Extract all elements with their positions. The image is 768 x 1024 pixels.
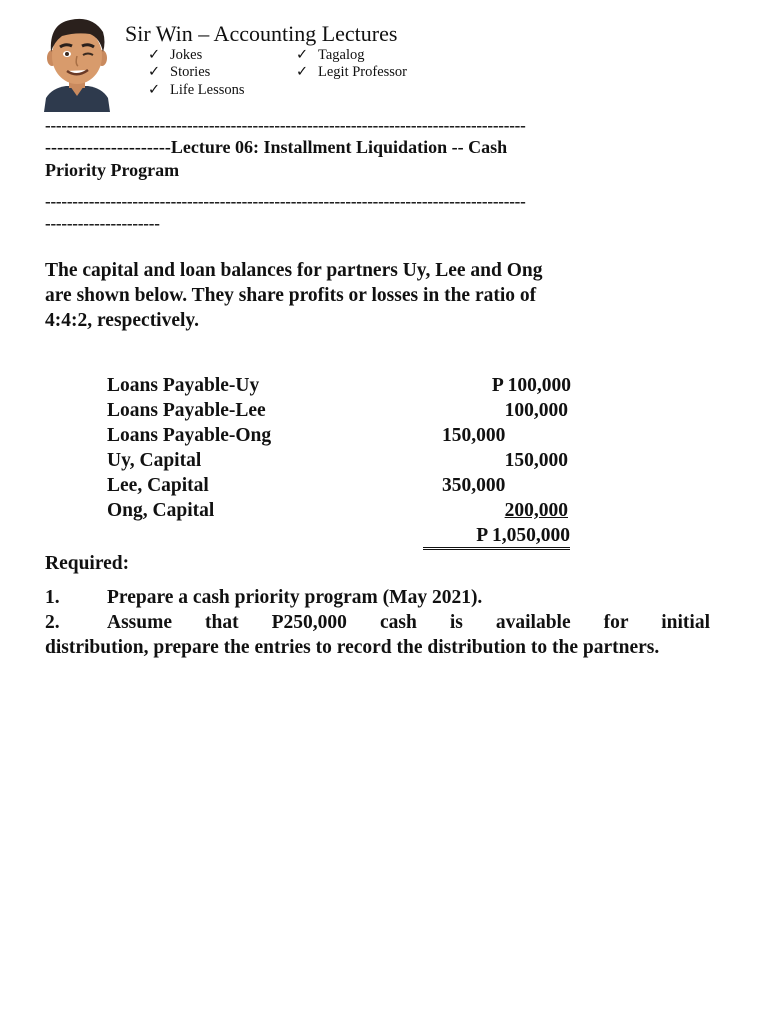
lecture-title-line2: Priority Program — [45, 160, 180, 180]
checklist-item: ✓ Life Lessons — [148, 82, 245, 98]
balance-amount: 200,000 — [504, 500, 568, 521]
balance-label: Loans Payable-Lee — [107, 400, 266, 421]
checklist-item: ✓ Legit Professor — [296, 64, 407, 80]
balance-amount: P 100,000 — [491, 375, 571, 396]
separator-line: ---------------------------------------------------------------------------------------- — [45, 116, 526, 135]
checkmark-icon: ✓ — [148, 47, 161, 63]
balance-label: Loans Payable-Ong — [107, 425, 272, 446]
balance-label: Uy, Capital — [107, 450, 202, 471]
brand-title: Sir Win – Accounting Lectures — [125, 21, 398, 46]
checklist-item: ✓ Tagalog — [296, 47, 365, 63]
total-amount: P 1,050,000 — [423, 525, 570, 550]
required-item-text: Assume that P250,000 cash is available for initial — [107, 612, 710, 633]
checkmark-icon: ✓ — [148, 64, 161, 80]
required-item-text: distribution, prepare the entries to record the distribution to the partners. — [45, 637, 660, 658]
balance-label: Lee, Capital — [107, 475, 209, 496]
separator-line: --------------------- — [45, 214, 160, 233]
checkmark-icon: ✓ — [148, 82, 161, 98]
balance-label: Loans Payable-Uy — [107, 375, 260, 396]
required-heading: Required: — [45, 553, 130, 574]
separator-line: --------------------- — [45, 137, 171, 157]
intro-line3: 4:4:2, respectively. — [45, 310, 199, 331]
balance-amount: 150,000 — [442, 425, 506, 446]
lecture-title-line1: ---------------------Lecture 06: Installment Liquidation -- Cash — [45, 137, 508, 157]
avatar-image — [40, 12, 114, 112]
separator-line: ---------------------------------------------------------------------------------------- — [45, 192, 526, 211]
required-item-text: Prepare a cash priority program (May 2021). — [107, 587, 483, 608]
balance-amount: 350,000 — [442, 475, 506, 496]
balance-amount: 100,000 — [504, 400, 568, 421]
balance-amount: 150,000 — [504, 450, 568, 471]
intro-line1: The capital and loan balances for partners Uy, Lee and Ong — [45, 260, 543, 281]
checkmark-icon: ✓ — [296, 47, 309, 63]
checklist-item: ✓ Jokes — [148, 47, 203, 63]
required-item-number: 1. — [45, 587, 60, 608]
intro-line2: are shown below. They share profits or losses in the ratio of — [45, 285, 537, 306]
balance-label: Ong, Capital — [107, 500, 215, 521]
checkmark-icon: ✓ — [296, 64, 309, 80]
checklist-item: ✓ Stories — [148, 64, 211, 80]
required-item-number: 2. — [45, 612, 60, 633]
